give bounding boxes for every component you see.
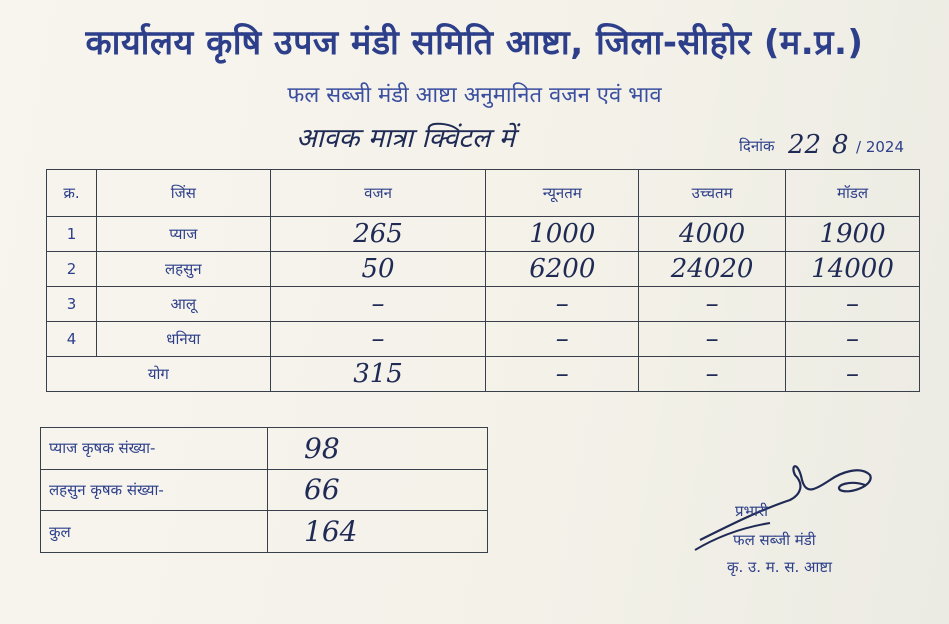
handwritten-heading: आवक मात्रा क्विंटल में: [296, 123, 515, 154]
cell-sno: 2: [47, 252, 97, 287]
price-table: [46, 169, 920, 392]
date-year: / 2024: [856, 138, 904, 156]
total-farmer-count: 164: [268, 511, 488, 553]
cell-model: –: [786, 322, 920, 357]
cell-weight: 265: [270, 217, 486, 252]
cell-item: लहसुन: [96, 252, 270, 287]
cell-min: –: [486, 322, 639, 357]
col-header-sno: क्र.: [47, 170, 97, 217]
total-farmer-label: कुल: [41, 511, 268, 553]
farmer-count-table: [40, 427, 488, 553]
table-row: [47, 322, 920, 357]
table-row: [41, 428, 488, 470]
cell-min: 1000: [486, 217, 639, 252]
cell-sno: 4: [47, 322, 97, 357]
cell-weight: –: [270, 287, 486, 322]
col-header-weight: वजन: [270, 170, 486, 217]
cell-max: 24020: [639, 252, 786, 287]
total-row: [47, 357, 920, 392]
total-label: योग: [47, 357, 271, 392]
total-model: –: [786, 357, 920, 392]
cell-max: 4000: [639, 217, 786, 252]
col-header-model: मॉडल: [786, 170, 920, 217]
signatory-dept: फल सब्जी मंडी: [733, 531, 816, 549]
col-header-item: जिंस: [96, 170, 270, 217]
table-header-row: [47, 170, 920, 217]
cell-sno: 1: [47, 217, 97, 252]
total-weight: 315: [270, 357, 486, 392]
cell-item: प्याज: [96, 217, 270, 252]
onion-farmer-label: प्याज कृषक संख्या-: [41, 428, 268, 470]
date-day: 22: [788, 130, 822, 160]
table-row: [41, 511, 488, 553]
cell-model: 14000: [786, 252, 920, 287]
table-row: [47, 287, 920, 322]
cell-max: –: [639, 322, 786, 357]
table-row: [41, 469, 488, 511]
report-subtitle: फल सब्जी मंडी आष्टा अनुमानित वजन एवं भाव: [287, 83, 662, 108]
table-row: [47, 252, 920, 287]
cell-weight: –: [270, 322, 486, 357]
total-max: –: [639, 357, 786, 392]
cell-model: 1900: [786, 217, 920, 252]
cell-min: –: [486, 287, 639, 322]
cell-min: 6200: [486, 252, 639, 287]
table-row: [47, 217, 920, 252]
office-title: कार्यालय कृषि उपज मंडी समिति आष्टा, जिला-सीहोर (म.प्र.): [85, 23, 864, 63]
cell-item: धनिया: [96, 322, 270, 357]
garlic-farmer-count: 66: [268, 469, 488, 511]
signatory-title: प्रभारी: [735, 502, 768, 520]
col-header-max: उच्चतम: [639, 170, 786, 217]
garlic-farmer-label: लहसुन कृषक संख्या-: [41, 469, 268, 511]
date-label: दिनांक: [739, 137, 775, 155]
cell-sno: 3: [47, 287, 97, 322]
col-header-min: न्यूनतम: [486, 170, 639, 217]
cell-item: आलू: [96, 287, 270, 322]
signatory-office: कृ. उ. म. स. आष्टा: [727, 558, 832, 576]
cell-weight: 50: [270, 252, 486, 287]
onion-farmer-count: 98: [268, 428, 488, 470]
date-month: 8: [832, 130, 849, 160]
total-min: –: [486, 357, 639, 392]
cell-max: –: [639, 287, 786, 322]
cell-model: –: [786, 287, 920, 322]
